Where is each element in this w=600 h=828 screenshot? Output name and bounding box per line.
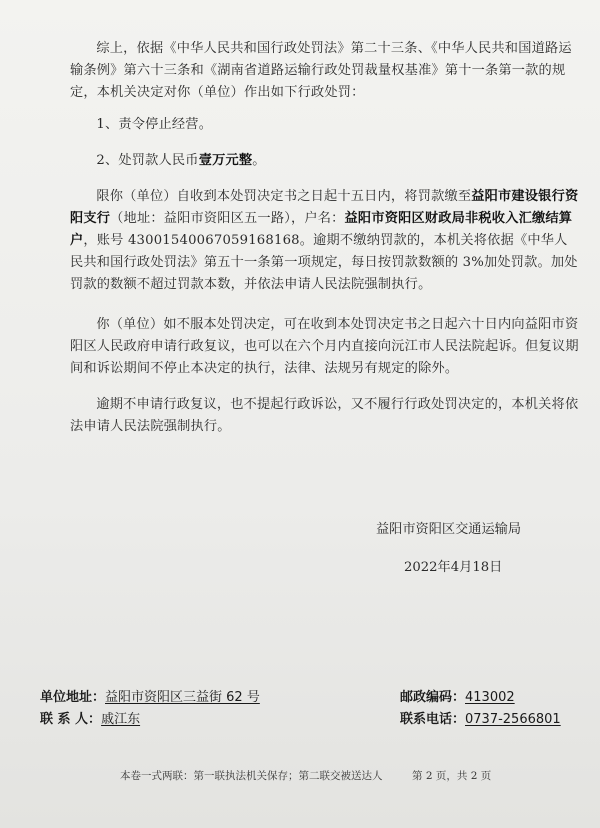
issue-date: 2022年4月18日	[404, 560, 503, 575]
paragraph-basis	[70, 38, 580, 104]
appeal-text: 你（单位）如不服本处罚决定，可在收到本处罚决定书之日起六十日内向益阳市资阳区人民政府申请行政复议，也可以在六个月内直接向沅江市人民法院起诉。但复议期间和诉讼期间不停止本决定的执行，法律、法规另有规定的除外。	[70, 317, 579, 376]
payment-text-2: （地址：益阳市资阳区五一路），户名：	[110, 211, 345, 226]
address-value: 益阳市资阳区三益街 62 号	[105, 690, 260, 705]
postcode-row	[400, 686, 515, 705]
paragraph-basis-text: 综上，依据《中华人民共和国行政处罚法》第二十三条、《中华人民共和国道路运输条例》第六十三条和《湖南省道路运输行政处罚裁量权基准》第十一条第一款的规定，本机关决定对你（单位）作出如下行政处罚：	[70, 41, 572, 100]
paragraph-enforcement	[70, 394, 580, 438]
penalty-item-2-prefix: 2、处罚款人民币	[96, 153, 199, 168]
contact-person-value: 戚江东	[101, 712, 141, 727]
penalty-item-2	[70, 150, 580, 172]
address-row	[40, 686, 260, 705]
phone-label: 联系电话：	[400, 712, 466, 727]
paragraph-payment	[70, 186, 580, 296]
page-footer	[120, 768, 580, 783]
contact-person-row	[40, 708, 140, 727]
phone-row	[400, 708, 561, 727]
payment-text-1: 限你（单位）自收到本处罚决定书之日起十五日内，将罚款缴至	[96, 189, 472, 204]
penalty-item-1	[70, 114, 580, 136]
address-label: 单位地址：	[40, 690, 106, 705]
paragraph-appeal	[70, 314, 580, 380]
postcode-value: 413002	[465, 690, 515, 705]
footer-note: 本卷一式两联：第一联执法机关保存；第二联交被送达人	[120, 770, 383, 782]
bank-name: 益阳市建设银行资阳支行	[70, 189, 579, 226]
phone-value: 0737-2566801	[465, 712, 561, 727]
postcode-label: 邮政编码：	[400, 690, 466, 705]
issuing-authority: 益阳市资阳区交通运输局	[376, 522, 522, 537]
penalty-amount: 壹万元整	[198, 153, 253, 168]
document-body	[70, 38, 580, 438]
penalty-item-2-suffix: 。	[252, 153, 266, 168]
enforcement-text: 逾期不申请行政复议，也不提起行政诉讼，又不履行行政处罚决定的，本机关将依法申请人民法院强制执行。	[70, 397, 579, 434]
penalty-item-1-text: 1、责令停止经营。	[96, 117, 213, 132]
page-number: 第 2 页，共 2 页	[412, 770, 492, 782]
account-name: 益阳市资阳区财政局非税收入汇缴结算户	[70, 211, 573, 248]
contact-person-label: 联 系 人：	[40, 712, 102, 727]
payment-text-3: ，账号 43001540067059168168。逾期不缴纳罚款的，本机关将依据《中华人民共和国行政处罚法》第五十一条第一项规定，每日按罚款数额的 3%加处罚款。加处罚款的数额不超过罚款本数，并依法申请人民法院强制执行。	[70, 233, 578, 292]
